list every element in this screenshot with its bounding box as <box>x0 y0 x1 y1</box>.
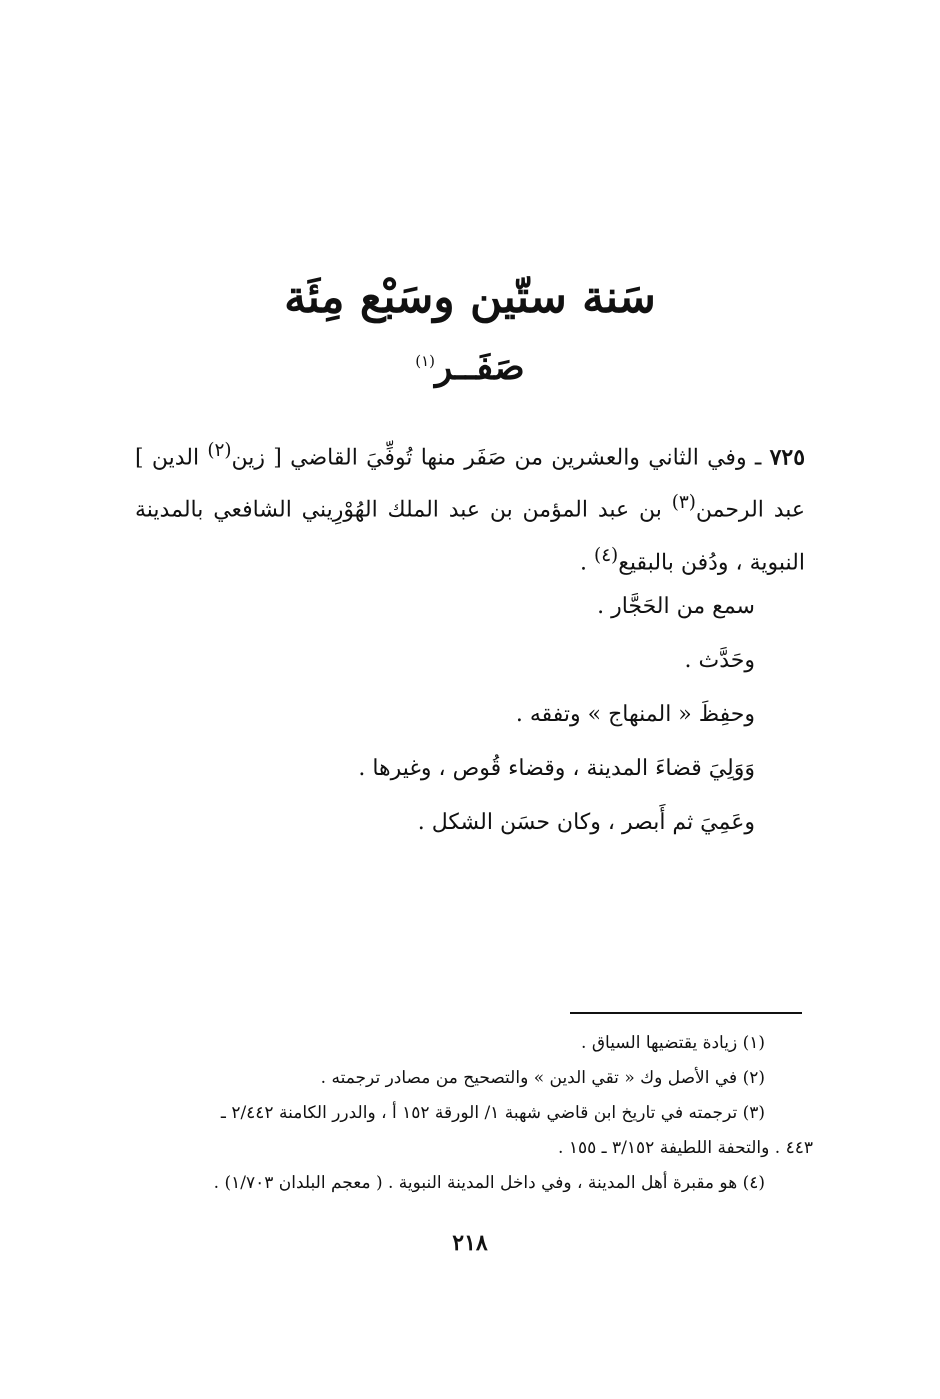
detail-line: سمع من الحَجَّار . <box>597 594 755 619</box>
detail-line: وَوَلِيَ قضاءَ المدينة ، وقضاء قُوص ، وغيرها . <box>358 756 755 781</box>
footnotes <box>105 1026 813 1201</box>
page-number: ٢١٨ <box>452 1230 488 1256</box>
detail-line: وحفِظَ « المنهاج » وتفقه . <box>515 702 755 727</box>
entry-line-3-end: . <box>580 549 588 575</box>
detail-line: وعَمِيَ ثم أَبصر ، وكان حسَن الشكل . <box>417 810 755 835</box>
year-heading: سَنة ستّين وسَبْع مِئَة <box>284 272 656 323</box>
entry-line-2a: الدين ] عبد الرحمن <box>135 445 806 523</box>
footnote-ref-1: (١) <box>415 352 436 370</box>
footnote-4: (٤) هو مقبرة أهل المدينة ، وفي داخل المدينة النبوية . ( معجم البلدان ١/٧٠٣) . <box>213 1173 765 1193</box>
biography-details <box>195 580 755 850</box>
footnote-separator <box>570 1012 802 1014</box>
footnote-2: (٢) في الأصل وك « تقي الدين » والتصحيح من مصادر ترجمته . <box>320 1068 765 1088</box>
month-heading <box>330 336 610 392</box>
biography-entry <box>135 428 805 585</box>
entry-line-2b: بن عبد المؤمن بن عبد الملك الهُوْرِيني الشافعي <box>213 497 662 523</box>
footnote-ref-2: (٢) <box>207 440 232 461</box>
footnote-3: (٣) ترجمته في تاريخ ابن قاضي شهبة ١/ الورقة ١٥٢ أ ، والدرر الكامنة ٢/٤٤٢ ـ <box>220 1103 765 1123</box>
footnote-ref-3: (٣) <box>671 492 696 514</box>
footnote-3-continued: ٤٤٣ . والتحفة اللطيفة ٣/١٥٢ ـ ١٥٥ . <box>558 1138 813 1158</box>
entry-line-1: ـ وفي الثاني والعشرين من صَفَر منها تُوفِّيَ القاضي [ زين <box>231 445 762 471</box>
footnote-ref-4: (٤) <box>594 544 619 566</box>
footnote-1: (١) زيادة يقتضيها السياق . <box>581 1033 765 1053</box>
entry-line-3: بالمدينة النبوية ، ودُفن بالبقيع <box>135 497 805 575</box>
detail-line: وحَدَّث . <box>684 648 755 673</box>
entry-number: ٧٢٥ <box>769 444 806 471</box>
month-heading-text: صَفَــر <box>435 346 525 388</box>
